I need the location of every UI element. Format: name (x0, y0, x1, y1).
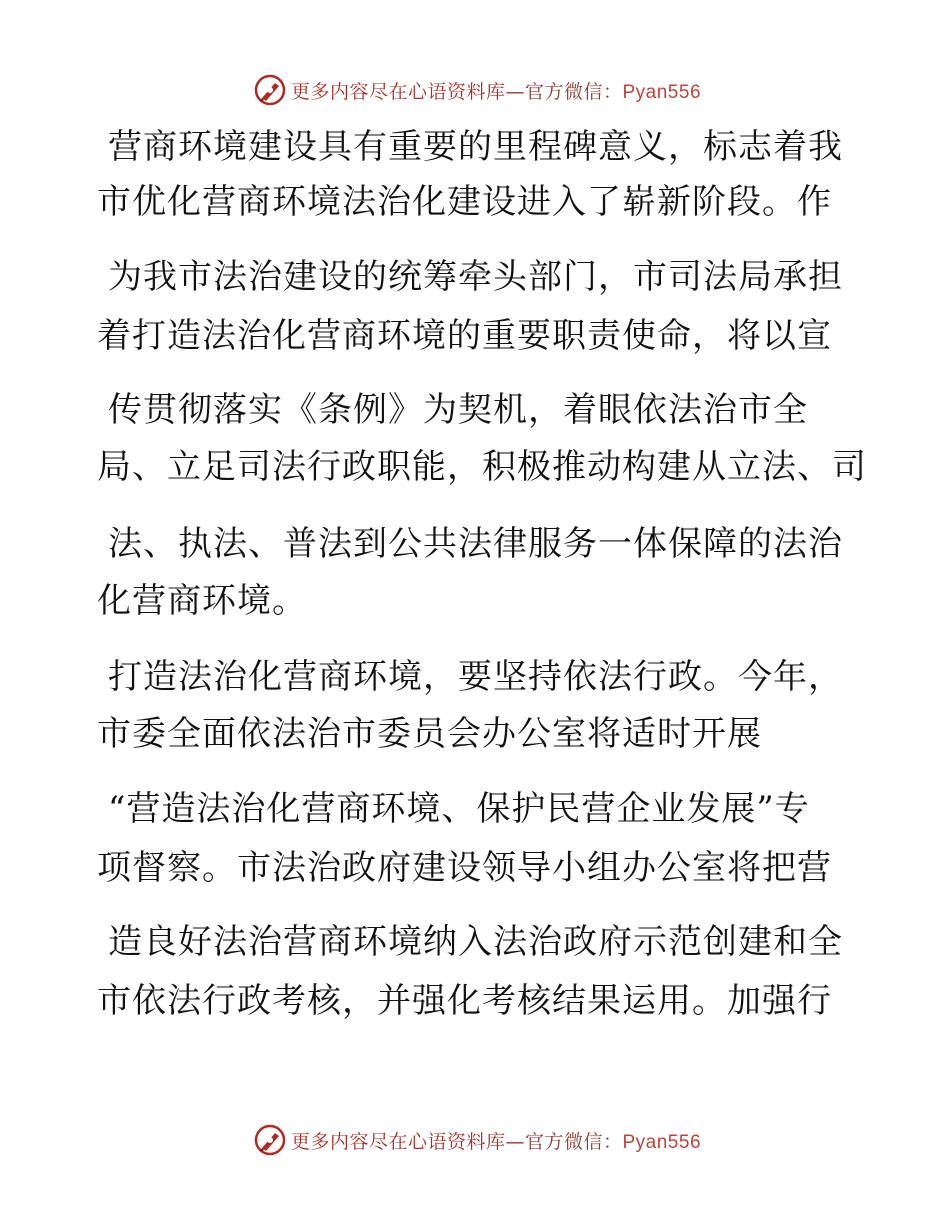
text-line-6: 局、立足司法行政职能，积极推动构建从立法、司 (97, 447, 867, 487)
watermark-separator: — (505, 1130, 525, 1153)
text-line-3: 为我市法治建设的统筹牵头部门，市司法局承担 (108, 257, 843, 297)
text-line-2: 市优化营商环境法治化建设进入了崭新阶段。作 (97, 182, 832, 222)
text-line-5: 传贯彻落实《条例》为契机，着眼依法治市全 (108, 390, 808, 430)
text-line-1: 营商环境建设具有重要的里程碑意义，标志着我 (108, 127, 843, 167)
watermark-wechat-id: Pyan556 (622, 1131, 702, 1153)
text-line-14: 市依法行政考核，并强化考核结果运用。加强行 (97, 981, 832, 1021)
watermark-promo: 更多内容尽在心语资料库 (290, 1130, 506, 1153)
watermark-separator: — (505, 80, 525, 103)
text-line-12: 项督察。市法治政府建设领导小组办公室将把营 (97, 848, 832, 888)
text-line-4: 着打造法治化营商环境的重要职责使命，将以宣 (97, 316, 832, 356)
pen-logo-icon (253, 1123, 287, 1157)
watermark-promo: 更多内容尽在心语资料库 (290, 80, 506, 103)
text-line-8: 化营商环境。 (97, 581, 307, 621)
watermark-official-label: 官方微信： (524, 80, 623, 103)
watermark-official-label: 官方微信： (524, 1130, 623, 1153)
text-line-11: “营造法治化营商环境、保护民营企业发展”专 (108, 789, 810, 829)
text-line-13: 造良好法治营商环境纳入法治政府示范创建和全 (108, 922, 843, 962)
text-line-10: 市委全面依法治市委员会办公室将适时开展 (97, 714, 762, 754)
text-line-9: 打造法治化营商环境，要坚持依法行政。今年， (108, 657, 843, 697)
watermark-content (253, 1123, 701, 1157)
text-line-7: 法、执法、普法到公共法律服务一体保障的法治 (108, 524, 843, 564)
watermark-wechat-id: Pyan556 (622, 81, 702, 103)
footer-watermark (0, 1120, 950, 1160)
watermark-text (291, 1127, 701, 1154)
